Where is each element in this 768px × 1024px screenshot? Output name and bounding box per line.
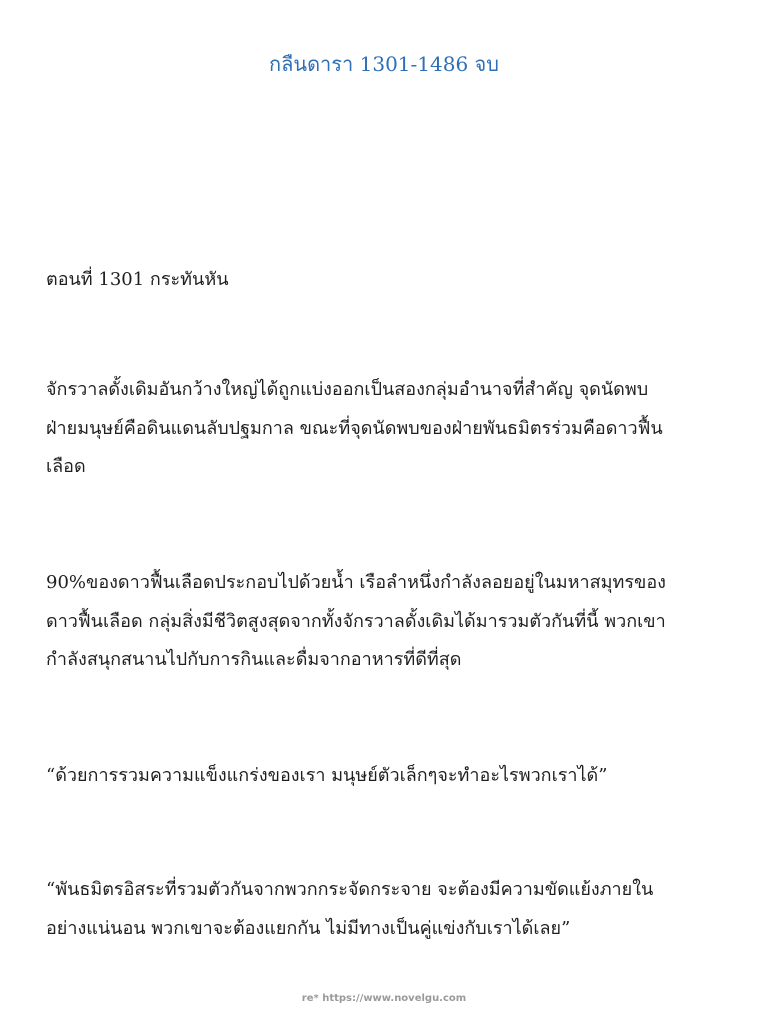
- footer-watermark: re* https://www.novelgu.com: [301, 993, 467, 1004]
- paragraph-2: 90%ของดาวฟื้นเลือดประกอบไปด้วยน้ำ เรือลำหนึ่งกำลังลอยอยู่ในมหาสมุทรของ ดาวฟื้นเลือด กลุ่มสิ่งมีชีวิตสูงสุดจากทั้งจักรวาลดั้งเดิมได้มารวมตัวกันที่นี้ พวกเขา กำลังสนุกสนานไปกับการกินและดื่มจากอาหารที่ดีที่สุด: [46, 572, 666, 670]
- paragraph-4: “พันธมิตรอิสระที่รวมตัวกันจากพวกกระจัดกระจาย จะต้องมีความขัดแย้งภายใน อย่างแน่นอน พวกเขาจะต้องแยกกัน ไม่มีทางเป็นคู่แข่งกับเราได้เลย”: [46, 879, 654, 939]
- page-title: กลืนดารา 1301-1486 จบ: [269, 52, 499, 76]
- paragraph-3: “ด้วยการรวมความแข็งแกร่งของเรา มนุษย์ตัวเล็กๆจะทำอะไรพวกเราได้”: [46, 765, 608, 786]
- paragraph-1: จักรวาลดั้งเดิมอันกว้างใหญ่ได้ถูกแบ่งออกเป็นสองกลุ่มอำนาจที่สำคัญ จุดนัดพบ ฝ่ายมนุษย์คือดินแดนลับปฐมกาล ขณะที่จุดนัดพบของฝ่ายพันธมิตรร่วมคือดาวฟื้น เลือด: [46, 379, 663, 477]
- chapter-heading: ตอนที่ 1301 กระทันหัน: [46, 269, 229, 290]
